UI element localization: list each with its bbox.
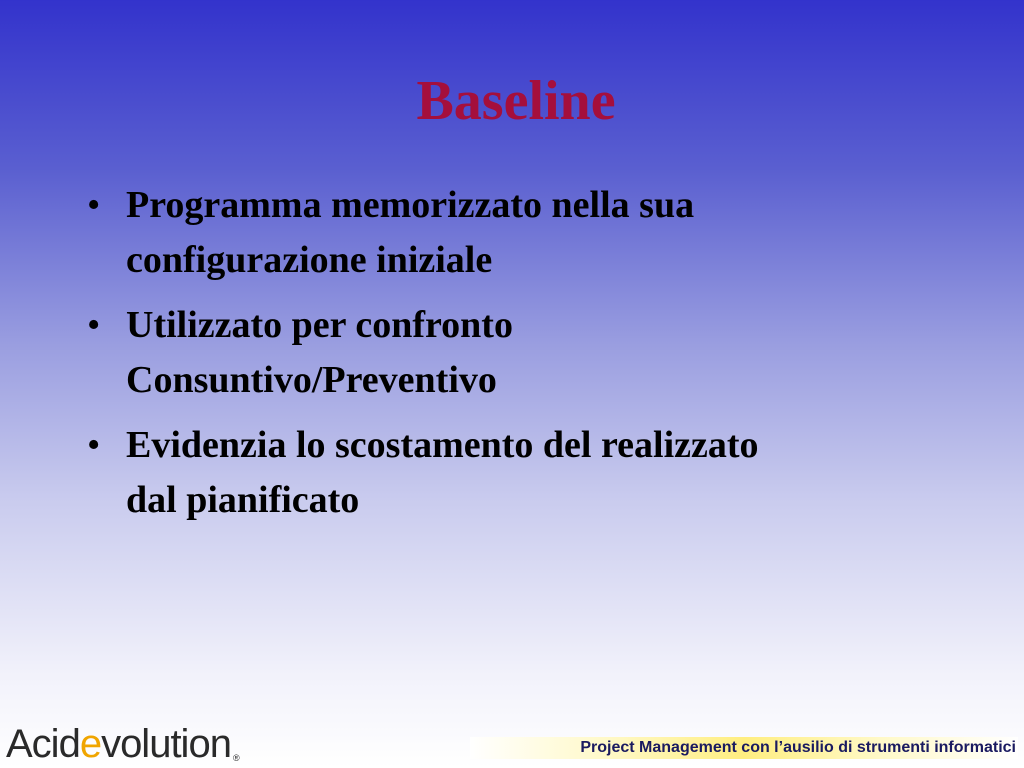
bullet-text-line: Evidenzia lo scostamento del realizzato — [126, 424, 759, 466]
bullet-text-line: Programma memorizzato nella sua — [126, 184, 695, 226]
acidevolution-logo — [6, 720, 240, 768]
bullet-text-line: configurazione iniziale — [126, 239, 493, 281]
registered-mark: ® — [232, 753, 240, 763]
slide-title: Baseline — [416, 70, 616, 132]
bullet-item — [84, 418, 924, 528]
logo-text-accent: e — [79, 722, 102, 766]
bullet-icon: • — [87, 424, 101, 466]
logo-text-part: Acid — [6, 722, 80, 766]
bullet-item — [84, 298, 924, 408]
bullet-text-line: dal pianificato — [126, 479, 360, 521]
bullet-item — [84, 178, 924, 288]
bullet-icon: • — [87, 304, 101, 346]
bullet-list — [84, 178, 924, 538]
bullet-icon: • — [87, 184, 101, 226]
bullet-text-line: Consuntivo/Preventivo — [126, 359, 497, 401]
logo-text-part: volution — [101, 722, 231, 766]
bullet-text-line: Utilizzato per confronto — [126, 304, 513, 346]
footer-caption: Project Management con l’ausilio di strumenti informatici — [470, 737, 1018, 759]
